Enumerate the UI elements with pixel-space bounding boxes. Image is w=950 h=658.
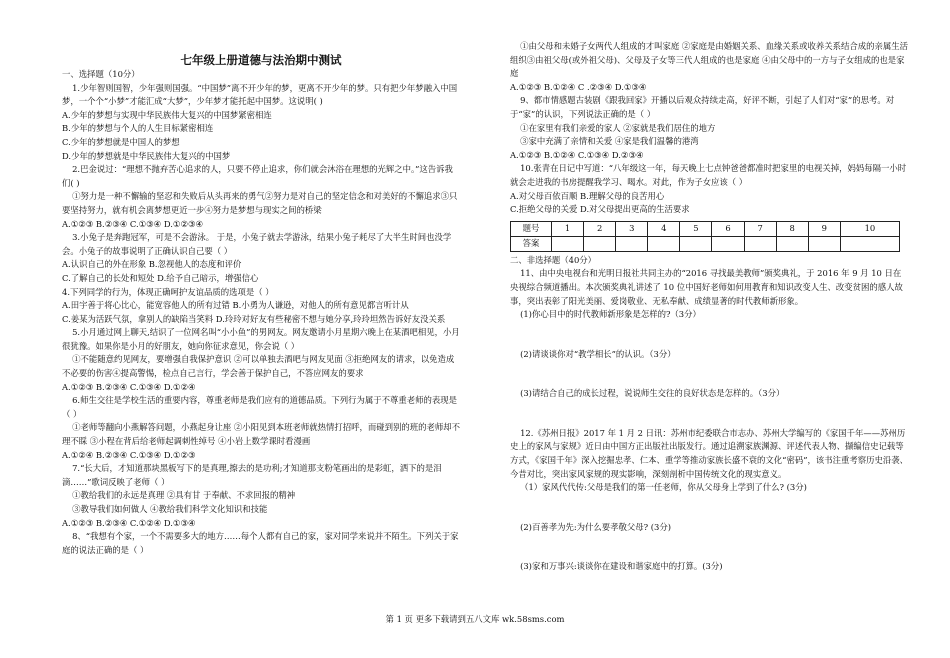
option: C.少年的梦想就是中国人的梦想 xyxy=(62,136,180,147)
question-10: 10.张青在日记中写道：“八年级这一年，每天晚上七点钟爸爸都准时把家里的电视关掉，妈妈每隔一小时就会走进我的书房提醒我学习、喝水。对此，作为子女应该（ ） xyxy=(510,163,907,187)
answer-space[interactable] xyxy=(510,322,908,348)
right-column xyxy=(510,40,908,574)
question-7: 7.“长大后，才知道那块黑板写下的是真理,擦去的是功利;才知道那支粉笔画出的是彩虹，洒下的是泪滴……”歌词反映了老师（ ） xyxy=(62,463,442,487)
answer-cell[interactable] xyxy=(584,236,616,251)
left-column xyxy=(62,68,460,557)
answer-cell[interactable] xyxy=(712,236,744,251)
table-cell-number: 4 xyxy=(648,221,680,236)
answer-cell[interactable] xyxy=(840,236,899,251)
options: C.了解自己的长处和短处 D.给予自己暗示，增强信心 xyxy=(62,272,259,283)
question-1: 1.少年智则国智，少年强则国强。“中国梦”离不开少年的梦，更离不开少年的梦。只有把少年梦融入中国梦，一个个“小梦”才能汇成“大梦”，少年梦才能托起中国梦。这说明( ) xyxy=(62,82,458,107)
options: A.①②④ B.②③④ C.①③④ D.①②③ xyxy=(62,449,196,460)
answer-cell[interactable] xyxy=(808,236,840,251)
option: D.少年的梦想就是中华民族伟大复兴的中国梦 xyxy=(62,150,231,161)
table-cell-number: 8 xyxy=(776,221,808,236)
options: A.①②③ B.①②④ C .②③④ D.①③④ xyxy=(510,81,647,92)
question-6: 6.师生交往是学校生活的重要内容，尊重老师是我们应有的道德品质。下列行为属于不尊重老师的表现是（ ） xyxy=(62,395,457,419)
section-one-heading: 一、选择题（10分） xyxy=(62,69,140,79)
options: A.对父母百依百顺 B.理解父母的良苦用心 xyxy=(510,190,665,201)
statements: ①不能随意约见网友，要增强自我保护意识 ②可以单独去酒吧与网友见面 ③拒绝网友的请求，以免造成不必要的伤害④提高警惕，检点自己言行，学会善于保护自己，不答应网友的要求 xyxy=(62,354,455,379)
table-cell-number: 9 xyxy=(808,221,840,236)
statements: ①由父母和未婚子女两代人组成的才叫家庭 ②家庭是由婚姻关系、血缘关系或收养关系结合成的亲属生活组织③由祖父母(或外祖父母)、父母及子女等三代人组成的也是家庭 ④由父母中的一方与子女组成的也是家庭 xyxy=(510,41,908,79)
statement-row: ③家中充满了亲情和关爱 ④家是我们温馨的港湾 xyxy=(520,136,699,147)
options: A.①②③ B.①②④ C.①③④ D.②③④ xyxy=(510,149,644,160)
table-cell-number: 3 xyxy=(616,221,648,236)
answer-space[interactable] xyxy=(510,534,908,560)
question-3: 3.小兔子是奔跑冠军，可是不会游泳。 于是，小兔子就去学游泳，结果小兔子耗尽了大半生时间也没学会。小兔子的故事说明了正确认识自己要（ ） xyxy=(62,232,452,256)
question-11: 11、由中央电视台和光明日报社共同主办的“2016 寻找最美教师”颁奖典礼，于 2016 年 9 月 10 日在央视综合频道播出。本次颁奖典礼讲述了 10 位中国好老师如何用教育和知识改变人生、改变贫困的感人故事，突出表彰了阳光美丽、爱岗敬业、无私奉献、成绩显著的时代教师新形象。 xyxy=(510,268,903,306)
statement-row: ③教导我们如何做人 ④教给我们科学文化知识和技能 xyxy=(72,504,268,514)
table-head-label: 题号 xyxy=(511,221,552,236)
options: A.①②③ B.②③④ C.①③④ D.①②③④ xyxy=(62,218,203,229)
answer-cell[interactable] xyxy=(744,236,776,251)
table-answer-label: 答案 xyxy=(511,236,552,251)
question-9: 9、都市情感题古装剧《跟我回家》开播以后观众持续走高，好评不断，引起了人们对“家”的思考。对于“家”的认识，下列说法正确的是（ ） xyxy=(510,95,895,119)
question-12-part-3: (3)家和万事兴:谈谈你在建设和谐家庭中的打算。(3分) xyxy=(520,561,723,572)
page-title: 七年级上册道德与法治期中测试 xyxy=(180,53,342,67)
question-11-part-3: (3)请结合自己的成长过程，说说师生交往的良好状态是怎样的。（3分） xyxy=(520,388,785,399)
options: A.田宇善于将心比心，能宽容他人的所有过错 B.小勇为人谦逊，对他人的所有意见都言听计从 xyxy=(62,300,409,311)
answer-space[interactable] xyxy=(510,401,908,427)
answer-cell[interactable] xyxy=(648,236,680,251)
options: A.①②③ B.②③④ C.①②④ D.①③④ xyxy=(62,517,196,528)
question-11-part-1: (1)你心目中的时代教师新形象是怎样的?（3分） xyxy=(520,309,701,320)
answer-table xyxy=(510,221,900,252)
question-12-part-2: (2)百善孝为先:为什么要孝敬父母? (3分) xyxy=(520,521,672,532)
table-cell-number: 2 xyxy=(584,221,616,236)
answer-space[interactable] xyxy=(510,361,908,387)
table-cell-number: 10 xyxy=(840,221,899,236)
question-8: 8、“我想有个家，一个不需要多大的地方……每个人都有自己的家，家对同学来说并不陌生。下列关于家庭的说法正确的是（ ） xyxy=(62,531,459,555)
options: A.①②③ B.②③④ C.①③④ D.①②④ xyxy=(62,381,196,392)
options: C.拒绝父母的关爱 D.对父母提出更高的生活要求 xyxy=(510,204,690,215)
answer-space[interactable] xyxy=(510,495,908,521)
option: B.少年的梦想与个人的人生目标紧密相连 xyxy=(62,123,214,134)
question-12: 12.《苏州日报》2017 年 1 月 2 日讯：苏州市纪委联合市志办、苏州大学编写的《家国千年——苏州历史上的家风与家规》近日由中国方正出版社出版发行。通过追溯家族渊源、评述代表人物、撷编信史记载等方式，《家国千年》深入挖掘忠孝、仁本、重学等推动家族长盛不衰的文化“密码”，该书注重考察历史沿袭、今昔对比，突出家风家规的现实影响，深刻剖析中国传统文化的现实意义。 xyxy=(510,427,908,479)
question-11-part-2: (2)请谈谈你对“教学相长”的认识。（3分） xyxy=(520,348,676,359)
options: C.姜某为活跃气氛，拿别人的缺陷当笑料 D.玲玲对好友有些秘密不想与她分享,玲玲坦然告诉好友没关系 xyxy=(62,313,446,324)
table-cell-number: 1 xyxy=(552,221,584,236)
question-12-part-1: （1）家风代代传:父母是我们的第一任老师，你从父母身上学到了什么? (3分) xyxy=(520,482,807,493)
statements: ①老师等翻向小燕解答问题，小燕起身让座 ②小阳见到本班老师就热情打招呼，而碰到别的班的老师却不理不睬 ③小程在背后给老师起调刺性绰号 ④小岩上数学课时看漫画 xyxy=(62,422,460,447)
section-two-heading: 二、非选择题（40分） xyxy=(510,254,597,265)
table-cell-number: 5 xyxy=(680,221,712,236)
option: A.少年的梦想与实现中华民族伟大复兴的中国梦紧密相连 xyxy=(62,109,272,120)
question-4: 4.下列同学的行为，体现正确呵护友谊品质的选项是（ ） xyxy=(62,286,274,297)
table-cell-number: 6 xyxy=(712,221,744,236)
statements: ①努力是一种不懈输的坚忍和失败后从头再来的勇气②努力是对自己的坚定信念和对美好的不懈追求③只要坚持努力，就有机会离梦想更近一步④努力是梦想与现实之间的桥梁 xyxy=(62,191,458,215)
answer-cell[interactable] xyxy=(776,236,808,251)
table-cell-number: 7 xyxy=(744,221,776,236)
options: A.认识自己的外在形象 B.忽视他人的态度和评价 xyxy=(62,259,242,270)
answer-table-answer-row xyxy=(511,236,900,251)
page-footer: 第 1 页 更多下载请到五八文库 wk.58sms.com xyxy=(385,614,565,624)
answer-cell[interactable] xyxy=(680,236,712,251)
answer-table-head-row xyxy=(511,221,900,236)
answer-cell[interactable] xyxy=(616,236,648,251)
statement-row: ①在家里有我们亲爱的家人 ②家就是我们居住的地方 xyxy=(520,122,716,133)
question-5: 5.小月通过网上聊天,结识了一位网名叫“小小鱼”的男网友。网友邀请小月星期六晚上在某酒吧相见，小月很犹豫。如果你是小月的好朋友，她向你征求意见，你会说（ ） xyxy=(62,327,460,351)
statement-row: ①教给我们的永远是真理 ②具有甘 于奉献、不求回报的精神 xyxy=(72,490,296,501)
question-2: 2.巴金说过：“理想不抛弃苦心追求的人，只要不停止追求，你们就会沐浴在理想的光辉之中。”这告诉我们( ) xyxy=(62,164,453,188)
answer-cell[interactable] xyxy=(552,236,584,251)
